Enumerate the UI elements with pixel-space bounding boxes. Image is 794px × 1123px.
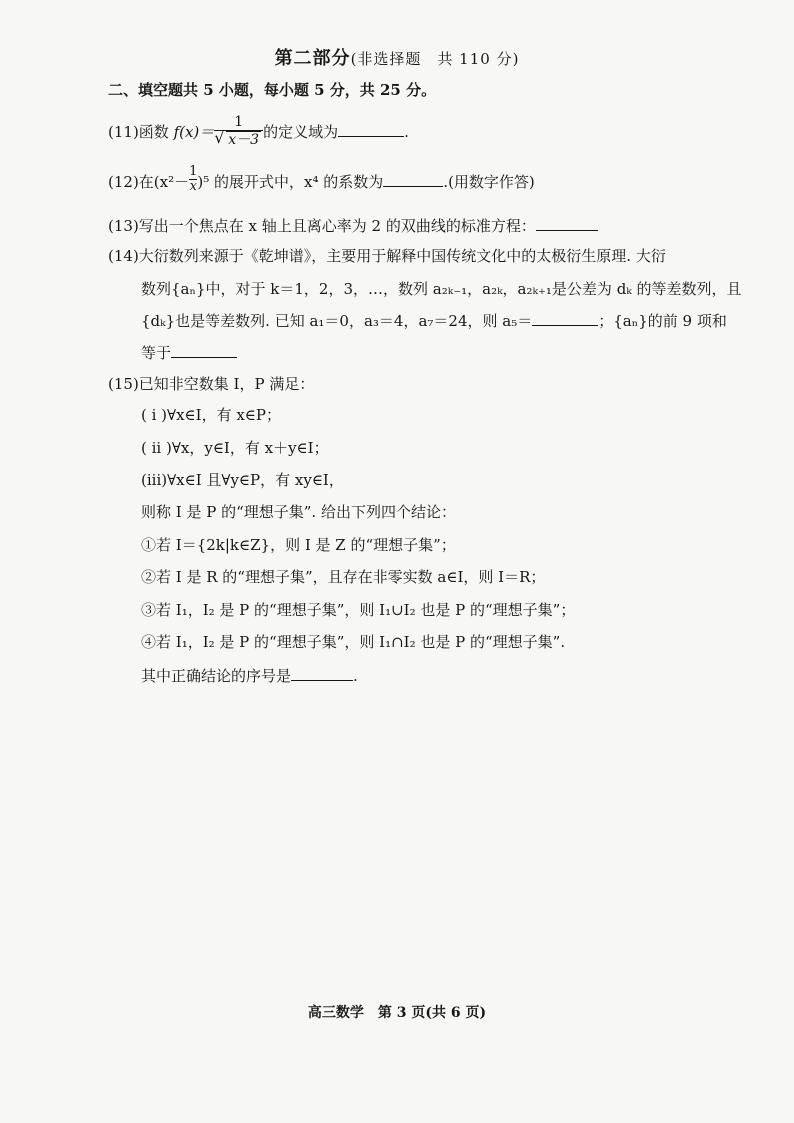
- q15-statement-3: ③若 I₁，I₂ 是 P 的“理想子集”，则 I₁∪I₂ 也是 P 的“理想子集”；: [141, 601, 576, 619]
- question-13: [108, 216, 598, 236]
- q11-fraction: [214, 114, 263, 149]
- q15-intro: (15)已知非空数集 I，P 满足：: [108, 375, 315, 393]
- q12-fraction: [189, 165, 197, 194]
- question-11: [108, 112, 409, 152]
- q15-condition-2: ( ii )∀x，y∈I，有 x＋y∈I；: [141, 439, 329, 457]
- q12-denominator: x: [189, 178, 197, 194]
- q15-definition: 则称 I 是 P 的“理想子集”. 给出下列四个结论：: [141, 503, 456, 521]
- q15-condition-1: ( i )∀x∈I，有 x∈P；: [141, 406, 282, 424]
- question-12: [108, 163, 535, 198]
- q13-answer-blank[interactable]: [536, 216, 598, 231]
- page-footer: 高三数学 第 3 页(共 6 页): [307, 1005, 487, 1021]
- q14-answer-blank-1[interactable]: [532, 311, 598, 326]
- q11-numerator: 1: [234, 113, 244, 130]
- q11-radicand: x－3: [228, 131, 260, 148]
- q12-answer-blank[interactable]: [383, 172, 443, 187]
- q14-answer-blank-2[interactable]: [171, 343, 237, 358]
- q11-suffix: 的定义域为: [263, 123, 339, 141]
- part-subtitle: (非选择题 共 110 分): [350, 50, 520, 68]
- q14-line-3b: ；{aₙ}的前 9 项和: [598, 312, 727, 330]
- q14-line-4: [141, 343, 237, 363]
- section-heading: 二、填空题共 5 小题，每小题 5 分，共 25 分。: [108, 81, 437, 99]
- q12-prefix: (12)在(x²－: [108, 173, 190, 191]
- q14-line-2: 数列{aₙ}中，对于 k＝1，2，3，…，数列 a₂ₖ₋₁，a₂ₖ，a₂ₖ₊₁是公差为 dₖ 的等差数列，且: [141, 280, 742, 298]
- page-title: [0, 44, 794, 70]
- q15-answer-blank[interactable]: [291, 666, 353, 681]
- q13-text: (13)写出一个焦点在 x 轴上且离心率为 2 的双曲线的标准方程：: [108, 217, 536, 235]
- q15-end: .: [353, 667, 358, 685]
- q15-ask: [141, 666, 358, 686]
- q15-ask-text: 其中正确结论的序号是: [141, 667, 292, 685]
- q11-prefix: (11)函数: [108, 123, 174, 141]
- q15-statement-2: ②若 I 是 R 的“理想子集”，且存在非零实数 a∈I，则 I＝R；: [141, 568, 546, 586]
- q11-function: f(x)＝: [173, 123, 215, 141]
- sqrt-icon: [216, 131, 261, 149]
- q12-end: .(用数字作答): [443, 173, 535, 191]
- q14-line-4-text: 等于: [141, 344, 172, 362]
- q11-answer-blank[interactable]: [338, 122, 404, 137]
- q14-line-1: (14)大衍数列来源于《乾坤谱》，主要用于解释中国传统文化中的太极衍生原理. 大衍: [108, 247, 666, 265]
- q11-end: .: [404, 123, 409, 141]
- q15-condition-3: (iii)∀x∈I 且∀y∈P，有 xy∈I，: [141, 471, 344, 489]
- q14-line-3: [141, 311, 727, 331]
- q15-statement-1: ①若 I＝{2k|k∈Z}，则 I 是 Z 的“理想子集”；: [141, 536, 456, 554]
- q14-line-3a: {dₖ}也是等差数列. 已知 a₁＝0，a₃＝4，a₇＝24，则 a₅＝: [141, 312, 533, 330]
- q12-mid: )⁵ 的展开式中，x⁴ 的系数为: [197, 173, 384, 191]
- q12-numerator: 1: [189, 163, 198, 179]
- part-title: 第二部分: [274, 48, 351, 69]
- q15-statement-4: ④若 I₁，I₂ 是 P 的“理想子集”，则 I₁∩I₂ 也是 P 的“理想子集”.: [141, 633, 566, 651]
